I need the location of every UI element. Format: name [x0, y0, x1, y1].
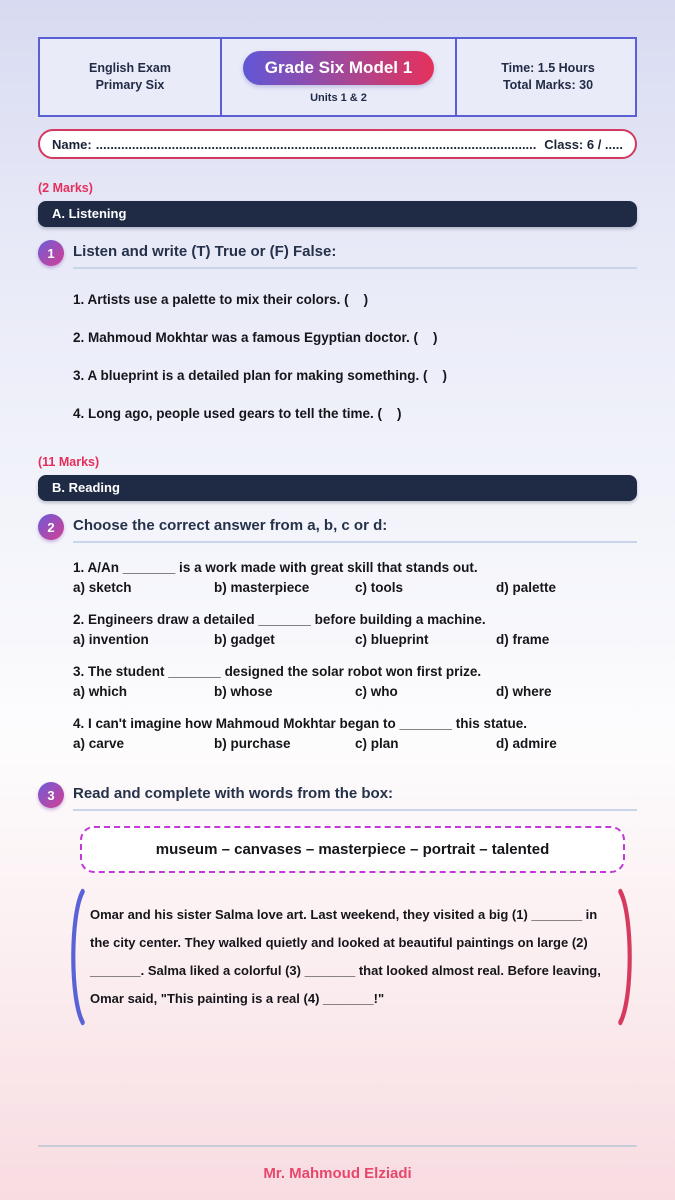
name-label: Name: [52, 136, 92, 152]
mcq-3-stem: 3. The student _______ designed the solar robot won first prize. [73, 664, 482, 679]
mcq-4 [73, 716, 637, 751]
mcq-2-stem: 2. Engineers draw a detailed _______ before building a machine. [73, 612, 486, 627]
section-reading: B. Reading [38, 475, 637, 501]
exam-name: English Exam [89, 61, 171, 75]
tf-item: 3. A blueprint is a detailed plan for making something. ( ) [73, 368, 448, 383]
question-2 [38, 517, 637, 751]
question-1-title: Listen and write (T) True or (F) False: [73, 243, 637, 269]
exam-grade: Primary Six [95, 78, 165, 92]
section-listening: A. Listening [38, 201, 637, 227]
exam-units: Units 1 & 2 [310, 91, 367, 104]
tf-item: 4. Long ago, people used gears to tell the time. ( ) [73, 406, 402, 421]
reading-marks: (11 Marks) [38, 455, 100, 469]
footer [38, 1145, 637, 1200]
mcq-1 [73, 560, 637, 595]
author-name: Mr. Mahmoud Elziadi [263, 1165, 412, 1182]
mcq-option: b) masterpiece [214, 580, 310, 595]
mcq-2 [73, 612, 637, 647]
left-bracket-decoration [66, 887, 86, 1027]
mcq-1-options [73, 580, 637, 595]
mcq-4-options [73, 736, 637, 751]
question-3 [38, 785, 637, 811]
mcq-option: d) admire [496, 736, 557, 751]
class-label: Class: 6 / ..... [544, 136, 623, 152]
right-bracket-decoration [617, 887, 637, 1027]
blank-space [38, 1027, 637, 1145]
header-middle-cell [220, 39, 457, 115]
question-2-title: Choose the correct answer from a, b, c or d: [73, 517, 637, 543]
mcq-option: a) which [73, 684, 128, 699]
question-3-title: Read and complete with words from the box: [73, 785, 637, 811]
mcq-option: d) frame [496, 632, 550, 647]
exam-time: Time: 1.5 Hours [501, 61, 595, 75]
tf-item: 2. Mahmoud Mokhtar was a famous Egyptian doctor. ( ) [73, 330, 438, 345]
header-right-cell [457, 39, 639, 115]
reading-passage [66, 887, 637, 1027]
mcq-option: d) palette [496, 580, 557, 595]
mcq-option: c) who [355, 684, 398, 699]
mcq-option: c) blueprint [355, 632, 429, 647]
name-dotted-line: .......................................................................................................................... [95, 136, 537, 152]
mcq-1-stem: 1. A/An _______ is a work made with great skill that stands out. [73, 560, 478, 575]
word-bank-box: museum – canvases – masterpiece – portrait – talented [80, 826, 625, 873]
mcq-option: c) tools [355, 580, 404, 595]
mcq-2-options [73, 632, 637, 647]
exam-page [38, 0, 637, 1200]
tf-item: 1. Artists use a palette to mix their colors. ( ) [73, 292, 369, 307]
question-3-badge: 3 [38, 782, 64, 808]
mcq-option: b) whose [214, 684, 273, 699]
mcq-option: a) sketch [73, 580, 132, 595]
mcq-3 [73, 664, 637, 699]
mcq-option: a) invention [73, 632, 149, 647]
question-1 [38, 243, 637, 421]
mcq-option: b) gadget [214, 632, 275, 647]
name-class-field [38, 129, 637, 159]
exam-total-marks: Total Marks: 30 [502, 78, 594, 92]
mcq-3-options [73, 684, 637, 699]
header-left-cell [40, 39, 220, 115]
question-1-badge: 1 [38, 240, 64, 266]
footer-divider [38, 1145, 637, 1147]
mcq-option: c) plan [355, 736, 399, 751]
exam-header [38, 37, 637, 117]
passage-text: Omar and his sister Salma love art. Last weekend, they visited a big (1) _______ in the city center. They walked quietly and looked at beautiful paintings on large (2) _______. Salma liked a colorful (3) _______ that looked almost real. Before leaving, Omar said, "This painting is a real (4) _______!" [90, 907, 601, 1006]
mcq-option: d) where [496, 684, 552, 699]
mcq-option: b) purchase [214, 736, 291, 751]
exam-title-pill: Grade Six Model 1 [243, 51, 434, 85]
mcq-4-stem: 4. I can't imagine how Mahmoud Mokhtar began to _______ this statue. [73, 716, 528, 731]
listening-marks: (2 Marks) [38, 181, 93, 195]
mcq-option: a) carve [73, 736, 125, 751]
question-2-badge: 2 [38, 514, 64, 540]
